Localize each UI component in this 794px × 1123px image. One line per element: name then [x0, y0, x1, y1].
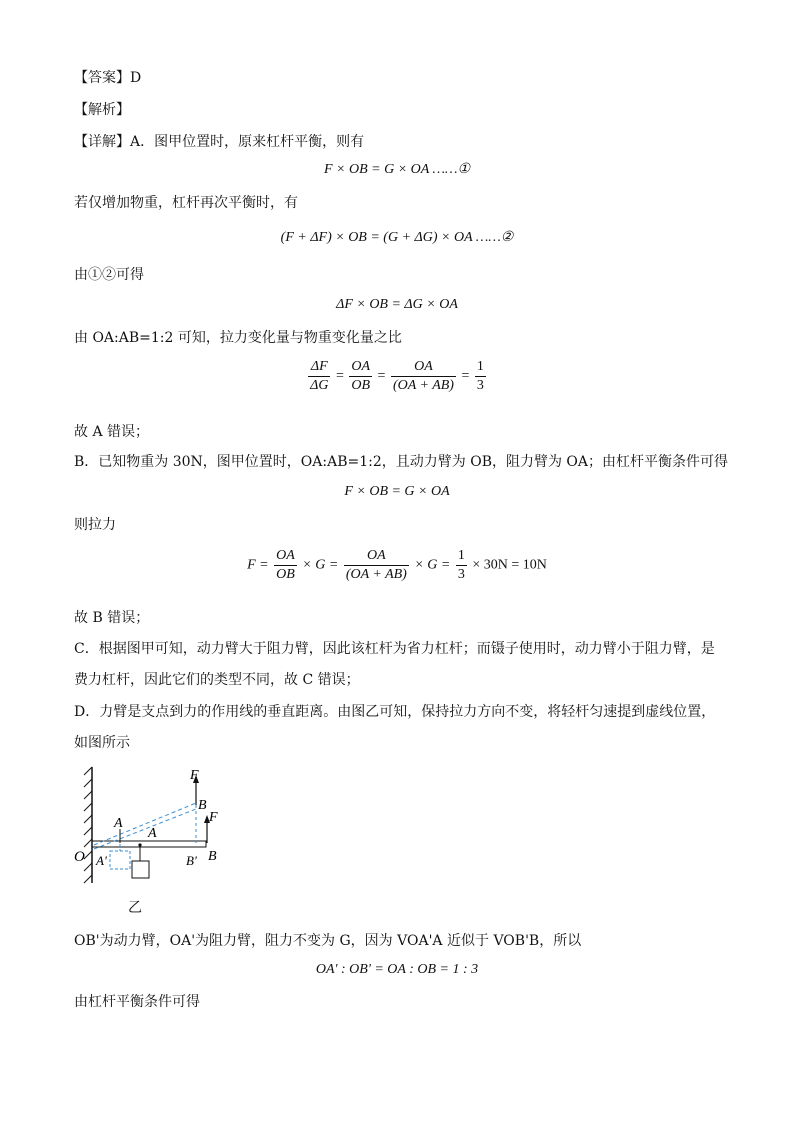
- paragraph-11: D．力臂是支点到力的作用线的垂直距离。由图乙可知，保持拉力方向不变，将轻杆匀速提到虚线位置，: [74, 704, 716, 720]
- fraction: $\frac{1}{3}$: [476, 359, 484, 393]
- label-f-mid: F: [209, 810, 218, 825]
- label-a-prime: A': [96, 853, 107, 868]
- wall: [84, 767, 92, 883]
- label-b: B: [208, 849, 217, 864]
- answer-value: D: [130, 70, 142, 86]
- paragraph-13: OB'为动力臂，OA'为阻力臂，阻力不变为 G，因为 VOA'A 近似于 VOB'B，所以: [74, 933, 582, 949]
- figure-caption: 乙: [128, 900, 142, 916]
- dashed-weight: [110, 851, 130, 869]
- fraction: $\frac{OA}{OB}$: [276, 548, 295, 582]
- lever-dashed-upper: [94, 803, 196, 845]
- fraction: $\frac{OA}{(OA + AB)}$: [345, 548, 407, 582]
- label-a-mid: A: [148, 826, 157, 841]
- lever-bar: [92, 841, 206, 847]
- label-b-prime: B': [186, 853, 197, 868]
- fraction: $\frac{\Delta F}{\Delta G}$: [310, 359, 329, 393]
- paragraph-4: 由 OA:AB=1:2 可知，拉力变化量与物重变化量之比: [74, 330, 402, 346]
- label-f-top: F: [190, 768, 199, 783]
- hook-point: [138, 843, 141, 846]
- paragraph-14: 由杠杆平衡条件可得: [74, 994, 200, 1010]
- fraction: $\frac{1}{3}$: [457, 548, 465, 582]
- lever-dashed-lower: [94, 809, 196, 849]
- fraction: $\frac{OA}{OB}$: [351, 359, 371, 393]
- paragraph-10: 费力杠杆，因此它们的类型不同，故 C 错误；: [74, 672, 360, 688]
- fraction: $\frac{OA}{(OA + AB)}$: [392, 359, 454, 393]
- equation-2: (F + ΔF) × OB = (G + ΔG) × OA ……②: [280, 230, 514, 245]
- equation-5: F × OB = G × OA: [344, 484, 450, 499]
- label-o: O: [74, 849, 85, 865]
- detail-text: A．图甲位置时，原来杠杆平衡，则有: [130, 134, 365, 150]
- equation-6: F = $\frac{OA}{OB}$ × G = $\frac{OA}{(OA + AB)}$ × G = $\frac{1}{3}$ × 30N = 10N: [247, 548, 547, 582]
- paragraph-3: 由①②可得: [74, 267, 144, 283]
- paragraph-12: 如图所示: [74, 735, 130, 751]
- analysis-tag: 【解析】: [74, 102, 130, 118]
- paragraph-5: 故 A 错误；: [74, 424, 150, 440]
- paragraph-7: 则拉力: [74, 517, 116, 533]
- equation-1: F × OB = G × OA ……①: [323, 162, 471, 177]
- detail-tag: 【详解】: [74, 134, 130, 150]
- label-a-top: A: [114, 816, 123, 831]
- answer-tag: 【答案】: [74, 70, 130, 86]
- label-b-top: B: [198, 798, 207, 813]
- equation-3: ΔF × OB = ΔG × OA: [336, 297, 458, 312]
- paragraph-8: 故 B 错误；: [74, 610, 150, 626]
- detail-line: [74, 132, 364, 152]
- lever-figure: [74, 765, 234, 895]
- answer-line: [74, 68, 141, 88]
- paragraph-2: 若仅增加物重，杠杆再次平衡时，有: [74, 195, 298, 211]
- paragraph-6: B．已知物重为 30N，图甲位置时，OA:AB=1:2，且动力臂为 OB，阻力臂为 OA；由杠杆平衡条件可得: [74, 454, 729, 470]
- paragraph-9: C．根据图甲可知，动力臂大于阻力臂，因此该杠杆为省力杠杆；而镊子使用时，动力臂小于阻力臂，是: [74, 641, 715, 657]
- weight-box: [132, 861, 149, 878]
- equation-7: OA' : OB' = OA : OB = 1 : 3: [315, 962, 479, 977]
- equation-4: $\frac{\Delta F}{\Delta G}$ = $\frac{OA}{OB}$ = $\frac{OA}{(OA + AB)}$ = $\frac{1}{3}$: [310, 359, 484, 393]
